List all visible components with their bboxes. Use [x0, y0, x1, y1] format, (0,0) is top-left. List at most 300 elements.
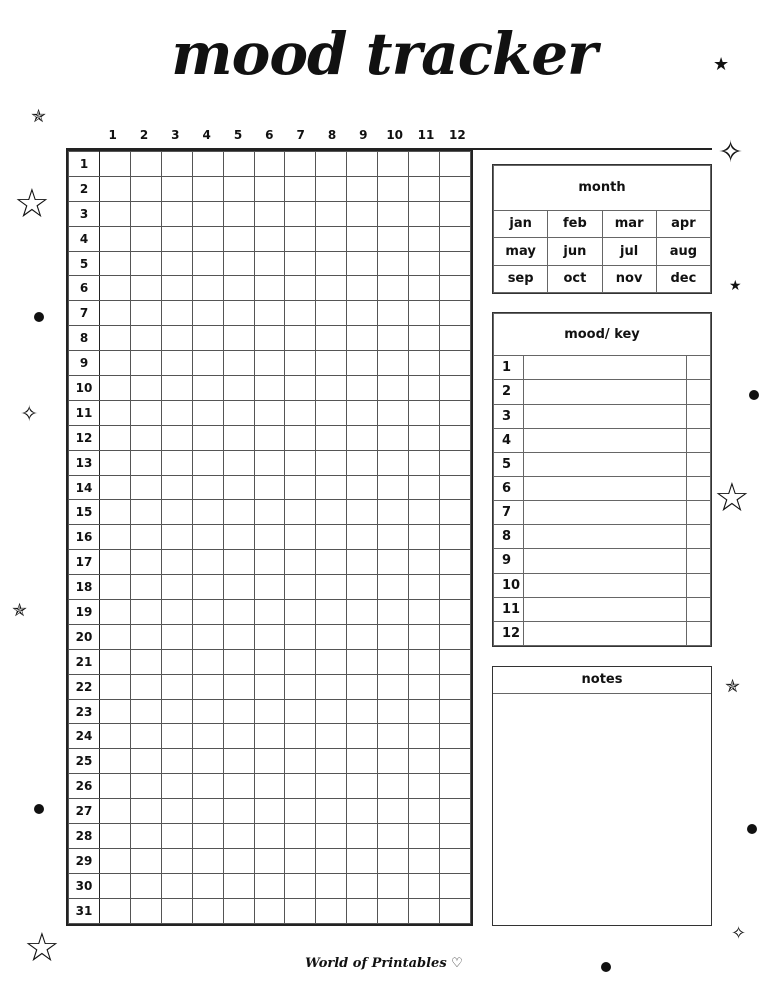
tracker-cell[interactable]	[316, 575, 347, 600]
tracker-cell[interactable]	[285, 898, 316, 923]
tracker-cell[interactable]	[223, 351, 254, 376]
tracker-cell[interactable]	[347, 600, 378, 625]
tracker-cell[interactable]	[223, 425, 254, 450]
tracker-cell[interactable]	[347, 575, 378, 600]
tracker-cell[interactable]	[100, 674, 131, 699]
tracker-cell[interactable]	[347, 624, 378, 649]
tracker-cell[interactable]	[223, 152, 254, 177]
tracker-cell[interactable]	[378, 848, 409, 873]
tracker-cell[interactable]	[439, 674, 470, 699]
tracker-cell[interactable]	[439, 226, 470, 251]
tracker-cell[interactable]	[192, 201, 223, 226]
tracker-cell[interactable]	[192, 824, 223, 849]
tracker-cell[interactable]	[254, 550, 285, 575]
tracker-cell[interactable]	[100, 898, 131, 923]
tracker-cell[interactable]	[378, 152, 409, 177]
tracker-cell[interactable]	[130, 724, 161, 749]
tracker-cell[interactable]	[100, 176, 131, 201]
tracker-cell[interactable]	[100, 848, 131, 873]
tracker-cell[interactable]	[161, 848, 192, 873]
tracker-cell[interactable]	[285, 376, 316, 401]
tracker-cell[interactable]	[378, 824, 409, 849]
tracker-cell[interactable]	[100, 575, 131, 600]
tracker-cell[interactable]	[439, 550, 470, 575]
tracker-cell[interactable]	[254, 575, 285, 600]
tracker-cell[interactable]	[130, 824, 161, 849]
month-cell-dec[interactable]: dec	[656, 265, 710, 292]
tracker-cell[interactable]	[409, 550, 440, 575]
tracker-cell[interactable]	[285, 276, 316, 301]
tracker-cell[interactable]	[378, 575, 409, 600]
tracker-cell[interactable]	[316, 649, 347, 674]
tracker-cell[interactable]	[409, 525, 440, 550]
tracker-cell[interactable]	[285, 525, 316, 550]
tracker-cell[interactable]	[100, 351, 131, 376]
tracker-cell[interactable]	[409, 500, 440, 525]
tracker-cell[interactable]	[347, 500, 378, 525]
tracker-cell[interactable]	[161, 152, 192, 177]
tracker-cell[interactable]	[316, 326, 347, 351]
mood-key-color-swatch[interactable]	[686, 597, 710, 621]
tracker-cell[interactable]	[285, 326, 316, 351]
tracker-cell[interactable]	[316, 276, 347, 301]
tracker-cell[interactable]	[130, 674, 161, 699]
tracker-cell[interactable]	[409, 600, 440, 625]
tracker-cell[interactable]	[285, 848, 316, 873]
tracker-cell[interactable]	[347, 749, 378, 774]
tracker-cell[interactable]	[161, 376, 192, 401]
tracker-cell[interactable]	[316, 873, 347, 898]
tracker-cell[interactable]	[439, 848, 470, 873]
tracker-cell[interactable]	[192, 649, 223, 674]
tracker-cell[interactable]	[439, 525, 470, 550]
tracker-cell[interactable]	[409, 799, 440, 824]
mood-key-description[interactable]	[524, 428, 687, 452]
tracker-cell[interactable]	[439, 152, 470, 177]
tracker-cell[interactable]	[347, 425, 378, 450]
tracker-cell[interactable]	[409, 226, 440, 251]
tracker-cell[interactable]	[285, 251, 316, 276]
tracker-cell[interactable]	[223, 176, 254, 201]
tracker-cell[interactable]	[409, 351, 440, 376]
tracker-cell[interactable]	[378, 500, 409, 525]
tracker-cell[interactable]	[378, 276, 409, 301]
tracker-cell[interactable]	[285, 301, 316, 326]
tracker-cell[interactable]	[100, 774, 131, 799]
tracker-cell[interactable]	[439, 176, 470, 201]
tracker-cell[interactable]	[254, 226, 285, 251]
tracker-cell[interactable]	[316, 525, 347, 550]
tracker-cell[interactable]	[316, 152, 347, 177]
tracker-cell[interactable]	[100, 450, 131, 475]
tracker-cell[interactable]	[161, 624, 192, 649]
tracker-cell[interactable]	[192, 326, 223, 351]
tracker-cell[interactable]	[409, 376, 440, 401]
tracker-cell[interactable]	[285, 176, 316, 201]
tracker-cell[interactable]	[285, 824, 316, 849]
tracker-cell[interactable]	[285, 600, 316, 625]
tracker-cell[interactable]	[161, 226, 192, 251]
tracker-cell[interactable]	[285, 201, 316, 226]
tracker-cell[interactable]	[161, 749, 192, 774]
tracker-cell[interactable]	[192, 351, 223, 376]
tracker-cell[interactable]	[409, 176, 440, 201]
tracker-cell[interactable]	[254, 799, 285, 824]
tracker-cell[interactable]	[254, 624, 285, 649]
tracker-cell[interactable]	[378, 749, 409, 774]
tracker-cell[interactable]	[347, 176, 378, 201]
mood-key-description[interactable]	[524, 356, 687, 380]
tracker-cell[interactable]	[316, 600, 347, 625]
tracker-cell[interactable]	[130, 450, 161, 475]
tracker-cell[interactable]	[254, 724, 285, 749]
tracker-cell[interactable]	[316, 301, 347, 326]
tracker-cell[interactable]	[130, 301, 161, 326]
mood-key-color-swatch[interactable]	[686, 356, 710, 380]
tracker-cell[interactable]	[254, 674, 285, 699]
tracker-cell[interactable]	[161, 326, 192, 351]
tracker-cell[interactable]	[130, 848, 161, 873]
tracker-cell[interactable]	[439, 749, 470, 774]
tracker-cell[interactable]	[378, 674, 409, 699]
tracker-cell[interactable]	[347, 351, 378, 376]
tracker-cell[interactable]	[285, 799, 316, 824]
month-cell-sep[interactable]: sep	[494, 265, 548, 292]
tracker-cell[interactable]	[254, 301, 285, 326]
mood-key-color-swatch[interactable]	[686, 476, 710, 500]
tracker-cell[interactable]	[316, 824, 347, 849]
tracker-cell[interactable]	[130, 774, 161, 799]
tracker-cell[interactable]	[347, 400, 378, 425]
tracker-cell[interactable]	[439, 624, 470, 649]
month-cell-apr[interactable]: apr	[656, 210, 710, 237]
tracker-cell[interactable]	[439, 799, 470, 824]
tracker-cell[interactable]	[100, 475, 131, 500]
tracker-cell[interactable]	[285, 226, 316, 251]
tracker-cell[interactable]	[439, 500, 470, 525]
tracker-cell[interactable]	[378, 376, 409, 401]
tracker-cell[interactable]	[100, 326, 131, 351]
tracker-cell[interactable]	[254, 649, 285, 674]
tracker-cell[interactable]	[130, 201, 161, 226]
tracker-cell[interactable]	[130, 326, 161, 351]
notes-area[interactable]	[493, 694, 711, 924]
tracker-cell[interactable]	[378, 724, 409, 749]
tracker-cell[interactable]	[100, 624, 131, 649]
tracker-cell[interactable]	[254, 251, 285, 276]
tracker-cell[interactable]	[130, 600, 161, 625]
tracker-cell[interactable]	[347, 898, 378, 923]
tracker-cell[interactable]	[409, 301, 440, 326]
tracker-cell[interactable]	[316, 450, 347, 475]
tracker-cell[interactable]	[161, 351, 192, 376]
tracker-cell[interactable]	[439, 873, 470, 898]
tracker-cell[interactable]	[439, 450, 470, 475]
tracker-cell[interactable]	[409, 873, 440, 898]
tracker-cell[interactable]	[254, 425, 285, 450]
tracker-cell[interactable]	[347, 450, 378, 475]
tracker-cell[interactable]	[439, 425, 470, 450]
tracker-cell[interactable]	[161, 475, 192, 500]
tracker-cell[interactable]	[439, 699, 470, 724]
tracker-cell[interactable]	[316, 475, 347, 500]
tracker-cell[interactable]	[254, 351, 285, 376]
tracker-cell[interactable]	[254, 749, 285, 774]
tracker-cell[interactable]	[409, 152, 440, 177]
tracker-cell[interactable]	[439, 276, 470, 301]
tracker-cell[interactable]	[347, 724, 378, 749]
tracker-cell[interactable]	[130, 799, 161, 824]
tracker-cell[interactable]	[161, 674, 192, 699]
tracker-cell[interactable]	[130, 475, 161, 500]
tracker-cell[interactable]	[161, 699, 192, 724]
tracker-cell[interactable]	[409, 624, 440, 649]
tracker-cell[interactable]	[285, 674, 316, 699]
tracker-cell[interactable]	[161, 400, 192, 425]
month-cell-oct[interactable]: oct	[548, 265, 602, 292]
tracker-cell[interactable]	[130, 226, 161, 251]
tracker-cell[interactable]	[439, 898, 470, 923]
tracker-cell[interactable]	[223, 649, 254, 674]
tracker-cell[interactable]	[100, 376, 131, 401]
tracker-cell[interactable]	[254, 201, 285, 226]
tracker-cell[interactable]	[285, 425, 316, 450]
tracker-cell[interactable]	[347, 376, 378, 401]
tracker-cell[interactable]	[100, 873, 131, 898]
tracker-cell[interactable]	[254, 326, 285, 351]
tracker-cell[interactable]	[100, 724, 131, 749]
tracker-cell[interactable]	[254, 848, 285, 873]
tracker-cell[interactable]	[285, 774, 316, 799]
tracker-cell[interactable]	[285, 649, 316, 674]
tracker-cell[interactable]	[192, 301, 223, 326]
tracker-cell[interactable]	[130, 550, 161, 575]
tracker-cell[interactable]	[316, 898, 347, 923]
tracker-cell[interactable]	[347, 550, 378, 575]
tracker-cell[interactable]	[223, 624, 254, 649]
tracker-cell[interactable]	[254, 276, 285, 301]
tracker-cell[interactable]	[254, 774, 285, 799]
tracker-cell[interactable]	[316, 226, 347, 251]
tracker-cell[interactable]	[285, 475, 316, 500]
mood-key-description[interactable]	[524, 452, 687, 476]
tracker-cell[interactable]	[130, 749, 161, 774]
tracker-cell[interactable]	[316, 351, 347, 376]
tracker-cell[interactable]	[192, 749, 223, 774]
tracker-cell[interactable]	[223, 873, 254, 898]
tracker-cell[interactable]	[378, 450, 409, 475]
mood-key-color-swatch[interactable]	[686, 525, 710, 549]
tracker-cell[interactable]	[192, 425, 223, 450]
tracker-cell[interactable]	[409, 824, 440, 849]
tracker-cell[interactable]	[409, 749, 440, 774]
tracker-cell[interactable]	[223, 226, 254, 251]
tracker-cell[interactable]	[223, 575, 254, 600]
tracker-cell[interactable]	[130, 624, 161, 649]
tracker-cell[interactable]	[130, 898, 161, 923]
tracker-cell[interactable]	[192, 873, 223, 898]
tracker-cell[interactable]	[192, 376, 223, 401]
tracker-cell[interactable]	[130, 525, 161, 550]
tracker-cell[interactable]	[409, 450, 440, 475]
tracker-cell[interactable]	[223, 824, 254, 849]
mood-key-description[interactable]	[524, 525, 687, 549]
tracker-cell[interactable]	[378, 176, 409, 201]
tracker-cell[interactable]	[254, 873, 285, 898]
tracker-cell[interactable]	[316, 674, 347, 699]
tracker-cell[interactable]	[100, 400, 131, 425]
tracker-cell[interactable]	[223, 326, 254, 351]
tracker-cell[interactable]	[161, 525, 192, 550]
month-cell-nov[interactable]: nov	[602, 265, 656, 292]
tracker-cell[interactable]	[161, 898, 192, 923]
tracker-cell[interactable]	[316, 201, 347, 226]
mood-key-description[interactable]	[524, 380, 687, 404]
tracker-cell[interactable]	[285, 624, 316, 649]
tracker-cell[interactable]	[409, 251, 440, 276]
tracker-cell[interactable]	[378, 898, 409, 923]
tracker-cell[interactable]	[161, 600, 192, 625]
tracker-cell[interactable]	[130, 699, 161, 724]
tracker-cell[interactable]	[100, 824, 131, 849]
tracker-cell[interactable]	[223, 600, 254, 625]
tracker-cell[interactable]	[223, 276, 254, 301]
tracker-cell[interactable]	[254, 450, 285, 475]
tracker-cell[interactable]	[192, 774, 223, 799]
tracker-cell[interactable]	[192, 276, 223, 301]
tracker-cell[interactable]	[100, 152, 131, 177]
tracker-cell[interactable]	[223, 699, 254, 724]
tracker-cell[interactable]	[223, 674, 254, 699]
tracker-cell[interactable]	[100, 525, 131, 550]
tracker-cell[interactable]	[100, 301, 131, 326]
tracker-cell[interactable]	[409, 774, 440, 799]
tracker-cell[interactable]	[161, 301, 192, 326]
tracker-cell[interactable]	[161, 201, 192, 226]
mood-key-color-swatch[interactable]	[686, 621, 710, 645]
tracker-cell[interactable]	[254, 600, 285, 625]
tracker-cell[interactable]	[347, 326, 378, 351]
tracker-cell[interactable]	[161, 550, 192, 575]
tracker-cell[interactable]	[130, 873, 161, 898]
mood-key-description[interactable]	[524, 597, 687, 621]
tracker-cell[interactable]	[223, 450, 254, 475]
mood-key-color-swatch[interactable]	[686, 452, 710, 476]
tracker-cell[interactable]	[254, 400, 285, 425]
tracker-cell[interactable]	[161, 425, 192, 450]
tracker-cell[interactable]	[254, 898, 285, 923]
tracker-cell[interactable]	[100, 799, 131, 824]
tracker-cell[interactable]	[378, 351, 409, 376]
month-cell-aug[interactable]: aug	[656, 238, 710, 265]
tracker-cell[interactable]	[161, 575, 192, 600]
mood-key-color-swatch[interactable]	[686, 380, 710, 404]
tracker-cell[interactable]	[161, 649, 192, 674]
tracker-cell[interactable]	[378, 600, 409, 625]
tracker-cell[interactable]	[378, 525, 409, 550]
tracker-cell[interactable]	[161, 500, 192, 525]
tracker-cell[interactable]	[409, 649, 440, 674]
month-cell-jun[interactable]: jun	[548, 238, 602, 265]
tracker-cell[interactable]	[192, 226, 223, 251]
tracker-cell[interactable]	[347, 799, 378, 824]
tracker-cell[interactable]	[254, 824, 285, 849]
tracker-cell[interactable]	[192, 674, 223, 699]
tracker-cell[interactable]	[409, 326, 440, 351]
tracker-cell[interactable]	[223, 376, 254, 401]
tracker-cell[interactable]	[130, 276, 161, 301]
tracker-cell[interactable]	[378, 649, 409, 674]
tracker-cell[interactable]	[285, 400, 316, 425]
tracker-cell[interactable]	[100, 425, 131, 450]
tracker-cell[interactable]	[378, 550, 409, 575]
month-cell-feb[interactable]: feb	[548, 210, 602, 237]
tracker-cell[interactable]	[223, 400, 254, 425]
tracker-cell[interactable]	[347, 674, 378, 699]
tracker-cell[interactable]	[409, 400, 440, 425]
tracker-cell[interactable]	[192, 848, 223, 873]
mood-key-color-swatch[interactable]	[686, 549, 710, 573]
mood-key-color-swatch[interactable]	[686, 428, 710, 452]
tracker-cell[interactable]	[130, 152, 161, 177]
tracker-cell[interactable]	[316, 774, 347, 799]
tracker-cell[interactable]	[439, 400, 470, 425]
tracker-cell[interactable]	[223, 898, 254, 923]
tracker-cell[interactable]	[347, 226, 378, 251]
tracker-cell[interactable]	[223, 749, 254, 774]
month-cell-jul[interactable]: jul	[602, 238, 656, 265]
tracker-cell[interactable]	[285, 500, 316, 525]
mood-key-description[interactable]	[524, 501, 687, 525]
tracker-cell[interactable]	[161, 276, 192, 301]
tracker-cell[interactable]	[223, 724, 254, 749]
tracker-cell[interactable]	[192, 898, 223, 923]
tracker-cell[interactable]	[254, 152, 285, 177]
tracker-cell[interactable]	[347, 251, 378, 276]
tracker-cell[interactable]	[378, 400, 409, 425]
tracker-cell[interactable]	[347, 824, 378, 849]
tracker-cell[interactable]	[378, 475, 409, 500]
tracker-cell[interactable]	[192, 624, 223, 649]
tracker-cell[interactable]	[130, 176, 161, 201]
tracker-cell[interactable]	[316, 425, 347, 450]
tracker-cell[interactable]	[316, 749, 347, 774]
tracker-cell[interactable]	[192, 724, 223, 749]
mood-key-description[interactable]	[524, 404, 687, 428]
tracker-cell[interactable]	[285, 550, 316, 575]
tracker-cell[interactable]	[378, 425, 409, 450]
tracker-cell[interactable]	[439, 351, 470, 376]
tracker-cell[interactable]	[223, 475, 254, 500]
tracker-cell[interactable]	[409, 699, 440, 724]
tracker-cell[interactable]	[439, 376, 470, 401]
tracker-cell[interactable]	[316, 724, 347, 749]
mood-key-description[interactable]	[524, 476, 687, 500]
tracker-cell[interactable]	[192, 152, 223, 177]
tracker-cell[interactable]	[223, 301, 254, 326]
tracker-cell[interactable]	[409, 674, 440, 699]
mood-key-description[interactable]	[524, 621, 687, 645]
tracker-cell[interactable]	[409, 848, 440, 873]
tracker-cell[interactable]	[316, 699, 347, 724]
tracker-cell[interactable]	[347, 301, 378, 326]
tracker-cell[interactable]	[285, 152, 316, 177]
tracker-cell[interactable]	[409, 425, 440, 450]
tracker-cell[interactable]	[347, 848, 378, 873]
tracker-cell[interactable]	[223, 848, 254, 873]
tracker-cell[interactable]	[161, 799, 192, 824]
tracker-cell[interactable]	[378, 226, 409, 251]
